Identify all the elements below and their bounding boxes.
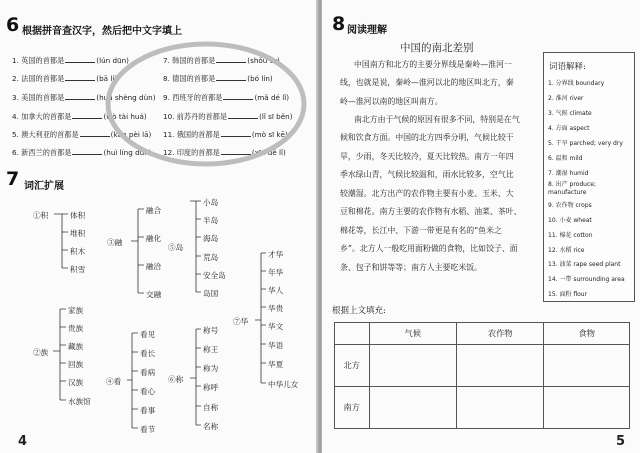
word: 看病 xyxy=(140,368,156,377)
word: 半岛 xyxy=(203,216,219,225)
answer-cell[interactable] xyxy=(544,345,630,387)
section6-number: 6 xyxy=(6,14,20,36)
word: 融合 xyxy=(146,206,162,215)
fill-item: 2. 法国的首都是 (bā lí) xyxy=(12,74,118,83)
fill-item: 9. 西班牙的首都是 (mǎ dé lǐ) xyxy=(163,93,290,102)
fill-item: 7. 韩国的首都是 (shǒu ěr) xyxy=(163,56,280,65)
fill-item: 4. 加拿大的首都是 (wò tài huá) xyxy=(12,112,147,121)
section7-title: 词汇扩展 xyxy=(24,181,64,192)
word: 看长 xyxy=(140,349,156,358)
word: 称王 xyxy=(203,345,219,354)
table-caption: 根据上文填充: xyxy=(332,306,386,316)
group-label: ⑤岛 xyxy=(168,243,184,252)
vocab-item: 5. 干旱 parched; very dry xyxy=(548,140,623,147)
section6-title: 根据拼音查汉字，然后把中文字填上 xyxy=(22,26,182,37)
passage-line: 线，也就是说，秦岭—淮河以北的地区叫北方，秦 xyxy=(340,78,514,87)
passage-line: 棉花等，长江中、下游一带更是有名的“鱼米之 xyxy=(340,226,502,235)
fill-item: 6. 新西兰的首都是 (huì líng dùn) xyxy=(12,148,152,157)
section8-number: 8 xyxy=(332,13,346,35)
word: 藏族 xyxy=(68,342,84,351)
word: 积雪 xyxy=(70,265,86,274)
group-label: ④看 xyxy=(106,377,122,386)
word: 交融 xyxy=(146,290,162,299)
vocab-item: 7. 潮湿 humid xyxy=(548,170,589,177)
word: 融洽 xyxy=(146,262,162,271)
word: 名称 xyxy=(203,422,219,431)
vocab-item: 1. 分界线 boundary xyxy=(548,80,605,87)
right-page xyxy=(322,0,640,453)
word: 贵族 xyxy=(68,324,84,333)
word: 安全岛 xyxy=(203,271,226,280)
word: 汉族 xyxy=(68,378,84,387)
answer-cell[interactable] xyxy=(369,387,456,429)
vocab-item: 12. 水稻 rice xyxy=(548,247,585,254)
passage-line: 中国南方和北方的主要分界线是秦岭—淮河一 xyxy=(354,60,512,69)
vocab-item: 14. 一带 surrounding area xyxy=(548,276,625,283)
word: 海岛 xyxy=(203,234,219,243)
word: 华文 xyxy=(268,322,284,331)
group-label: ②族 xyxy=(33,348,49,357)
word: 自称 xyxy=(203,403,219,412)
table-header-cell xyxy=(335,323,370,345)
word: 体积 xyxy=(70,211,86,220)
vocab-item: 2. 淮河 river xyxy=(548,95,584,102)
fill-item: 1. 英国的首都是 (lún dūn) xyxy=(12,56,129,65)
passage-line: 岭—淮河以南的地区叫南方。 xyxy=(340,97,443,106)
word: 华人 xyxy=(268,286,284,295)
passage-line: 季水绿山青，气候比较温和，雨水比较多，空气比 xyxy=(340,170,514,179)
word: 华语 xyxy=(268,341,284,350)
word: 称呼 xyxy=(203,383,219,392)
word: 称号 xyxy=(203,326,219,335)
fill-item: 12. 印度的首都是 (xīn dé lǐ) xyxy=(163,148,286,157)
word: 才华 xyxy=(268,250,284,259)
word: 看见 xyxy=(140,330,156,339)
vocab-item: 4. 方面 aspect xyxy=(548,125,590,132)
word: 小岛 xyxy=(203,198,219,207)
vocab-item: 11. 棉花 cotton xyxy=(548,232,593,239)
section7-number: 7 xyxy=(6,168,20,190)
answer-cell[interactable] xyxy=(456,387,543,429)
word: 华夏 xyxy=(268,360,284,369)
vocab-item: 15. 面粉 flour xyxy=(548,291,588,298)
word: 称为 xyxy=(203,364,219,373)
left-page xyxy=(0,0,318,453)
vocab-item: 9. 农作物 crops xyxy=(548,202,592,209)
word: 堆积 xyxy=(70,229,86,238)
answer-cell[interactable] xyxy=(369,345,456,387)
word: 家族 xyxy=(68,306,84,315)
vocab-item: 10. 小麦 wheat xyxy=(548,217,592,224)
answer-table xyxy=(334,322,630,429)
passage-line: 候和饮食方面。中国的北方四季分明，气候比较干 xyxy=(340,133,514,142)
fill-item: 11. 俄国的首都是 (mò sī kē) xyxy=(163,130,288,139)
passage-line: 较潮湿。北方出产的农作物主要有小麦、玉米、大 xyxy=(340,189,514,198)
word: 荒岛 xyxy=(203,253,219,262)
answer-cell[interactable] xyxy=(456,345,543,387)
word: 回族 xyxy=(68,360,84,369)
word: 看节 xyxy=(140,425,156,434)
page-number: 4 xyxy=(18,434,28,449)
passage-line: 乡”。北方人一般吃用面粉做的食物，比如饺子、面 xyxy=(340,244,518,253)
table-header-cell: 农作物 xyxy=(456,323,543,345)
word: 融化 xyxy=(146,234,162,243)
table-header-cell: 气候 xyxy=(369,323,456,345)
group-label: ⑦华 xyxy=(233,317,249,326)
pencil-oval xyxy=(108,44,304,164)
word: 中华儿女 xyxy=(268,380,299,389)
fill-item: 10. 前苏丹的首都是 (lǐ sī běn) xyxy=(163,112,293,121)
vocab-item: 8. 出产 produce; manufacture xyxy=(548,181,596,196)
word: 岛国 xyxy=(203,289,219,298)
group-label: ⑥称 xyxy=(168,375,184,384)
vocab-item: 13. 油菜 rape seed plant xyxy=(548,261,621,268)
passage-line: 南北方由于气候的原因有很多不同，特别是在气 xyxy=(354,115,520,124)
table-row-label: 北方 xyxy=(335,345,370,387)
table-header-cell: 食物 xyxy=(544,323,630,345)
word: 华贵 xyxy=(268,304,284,313)
passage-line: 旱，少雨，冬天比较冷，夏天比较热。南方一年四 xyxy=(340,152,514,161)
passage-line: 豆和棉花。南方主要的农作物有水稻、油菜、茶叶、 xyxy=(340,207,522,216)
passage-title: 中国的南北差别 xyxy=(400,42,474,54)
word: 积木 xyxy=(70,247,86,256)
group-label: ①积 xyxy=(33,211,49,220)
word: 看事 xyxy=(140,406,156,415)
vocab-item: 6. 温和 mild xyxy=(548,155,583,162)
vocab-title: 词语解释: xyxy=(549,62,586,72)
page-number: 5 xyxy=(616,434,626,449)
fill-item: 8. 德国的首都是 (bó lín) xyxy=(163,74,273,83)
word: 水族馆 xyxy=(68,397,91,406)
passage-line: 条、包子和饼等等；南方人主要吃米饭。 xyxy=(340,263,483,272)
answer-cell[interactable] xyxy=(544,387,630,429)
vocab-item: 3. 气候 climate xyxy=(548,110,592,117)
word: 看心 xyxy=(140,387,156,396)
table-row-label: 南方 xyxy=(335,387,370,429)
fill-item: 3. 美国的首都是 (huá shèng dùn) xyxy=(12,93,156,102)
fill-item: 5. 澳大利亚的首都是 (kān pèi lā) xyxy=(12,130,152,139)
word: 年华 xyxy=(268,268,284,277)
section8-title: 阅读理解 xyxy=(347,25,387,36)
group-label: ③融 xyxy=(107,238,123,247)
